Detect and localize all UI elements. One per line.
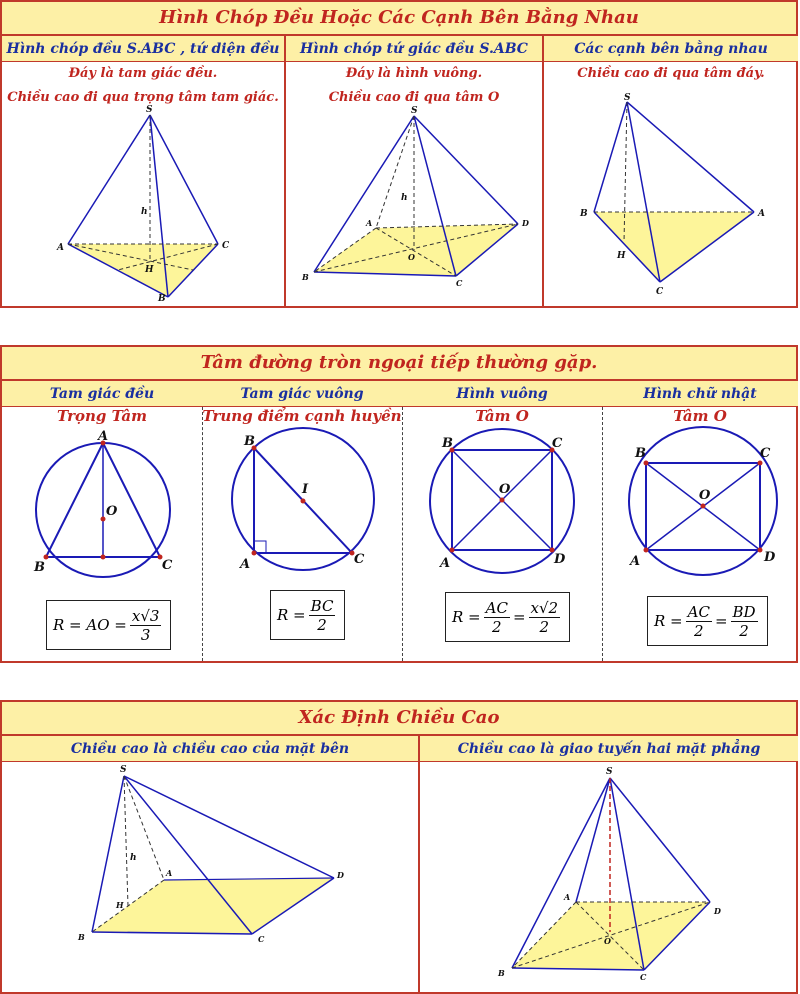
label-S: S — [146, 105, 153, 115]
numerator: x√2 — [530, 598, 559, 617]
label-A: A — [240, 557, 251, 572]
col-header-plane-intersection: Chiều cao là giao tuyến hai mặt phẳng — [420, 736, 798, 762]
col-header-rectangle: Hình chữ nhật — [602, 381, 798, 407]
label-A: A — [98, 429, 109, 444]
label-B: B — [302, 272, 309, 282]
vertex — [644, 548, 649, 553]
numerator: BD — [732, 602, 756, 621]
label-H: H — [617, 251, 626, 261]
denominator: 2 — [492, 617, 502, 636]
formula-square — [445, 592, 570, 642]
fraction — [309, 597, 336, 634]
center-O — [500, 498, 505, 503]
rectangle-circle-figure — [602, 435, 798, 585]
label-S: S — [411, 106, 418, 116]
intersection-pyramid-figure — [420, 764, 798, 994]
vertex — [644, 461, 649, 466]
label-B: B — [34, 560, 45, 575]
fraction — [686, 603, 712, 640]
formula-equilateral — [46, 600, 171, 650]
label-D: D — [337, 870, 344, 880]
section-title: Hình Chóp Đều Hoặc Các Cạnh Bên Bằng Nhau — [2, 2, 796, 36]
fraction — [130, 607, 162, 644]
label-C: C — [552, 436, 563, 451]
label-C: C — [640, 972, 647, 982]
height-line — [124, 776, 128, 906]
label-H: H — [145, 265, 154, 275]
label-h: h — [141, 207, 148, 217]
label-A: A — [57, 243, 64, 253]
label-S: S — [120, 765, 127, 775]
col1-line2: Chiều cao đi qua trọng tâm tam giác. — [7, 90, 279, 105]
label-D: D — [764, 550, 776, 565]
label-O: O — [106, 504, 118, 519]
label-C: C — [760, 446, 771, 461]
label-H: H — [116, 900, 124, 910]
col3-line1: Chiều cao đi qua tâm đáy. — [577, 66, 765, 81]
col-header-right-triangle: Tam giác vuông — [202, 381, 402, 407]
col-header-lateral-face-height: Chiều cao là chiều cao của mặt bên — [2, 736, 418, 762]
numerator: AC — [687, 602, 710, 621]
edge — [576, 778, 610, 902]
right-triangle-circle-figure — [202, 435, 402, 585]
formula-lhs: R = AO = — [53, 616, 127, 634]
label-A: A — [564, 892, 571, 902]
vertex — [252, 551, 257, 556]
label-h: h — [401, 193, 408, 203]
numerator: BC — [310, 596, 334, 615]
vertex — [758, 548, 763, 553]
section-regular-pyramids — [0, 0, 798, 308]
edge — [594, 102, 627, 212]
label-C: C — [354, 552, 365, 567]
hidden-edge — [376, 116, 414, 228]
label-C: C — [162, 558, 173, 573]
center-O — [701, 504, 706, 509]
fraction — [484, 599, 510, 636]
denominator: 3 — [140, 625, 151, 644]
formula-lhs: R = — [452, 608, 481, 626]
edge — [627, 102, 754, 212]
label-O: O — [699, 488, 711, 503]
center-equilateral: Trọng Tâm — [57, 407, 147, 425]
label-B: B — [635, 446, 646, 461]
midpoint — [101, 555, 106, 560]
section-circumcircle-centers — [0, 345, 798, 663]
label-B: B — [244, 434, 255, 449]
col-header-square-pyramid: Hình chóp tứ giác đều S.ABC — [286, 36, 542, 62]
hidden-edge — [124, 776, 164, 880]
fraction — [529, 599, 561, 636]
center-rectangle: Tâm O — [673, 407, 727, 425]
numerator: AC — [485, 598, 508, 617]
square-pyramid-figure — [286, 102, 542, 302]
label-B: B — [78, 932, 85, 942]
square-circle-figure — [402, 435, 602, 585]
label-A: A — [366, 218, 373, 228]
section-height-determination — [0, 700, 798, 994]
section-title: Tâm đường tròn ngoại tiếp thường gặp. — [2, 347, 796, 381]
edge — [68, 115, 150, 244]
lateral-face-pyramid-figure — [2, 764, 418, 994]
col-header-equal-edges: Các cạnh bên bằng nhau — [544, 36, 798, 62]
formula-right-triangle — [270, 590, 345, 640]
denominator: 2 — [694, 621, 704, 640]
section-title: Xác Định Chiều Cao — [2, 702, 796, 736]
denominator: 2 — [739, 621, 749, 640]
equal-edges-pyramid-figure — [544, 93, 798, 302]
label-A: A — [440, 556, 451, 571]
fraction — [731, 603, 758, 640]
equals: = — [714, 612, 728, 630]
label-C: C — [656, 287, 664, 297]
label-S: S — [624, 93, 631, 103]
label-O: O — [499, 482, 511, 497]
label-B: B — [498, 968, 505, 978]
label-I: I — [302, 482, 309, 497]
formula-rectangle — [647, 596, 768, 646]
edge — [414, 116, 518, 224]
label-C: C — [258, 934, 265, 944]
label-O: O — [604, 936, 611, 946]
center-right-triangle: Trung điểm cạnh huyền — [202, 407, 402, 425]
label-B: B — [580, 209, 588, 219]
denominator: 2 — [539, 617, 550, 636]
label-D: D — [554, 552, 566, 567]
base-face — [68, 244, 218, 297]
vertex — [450, 548, 455, 553]
denominator: 2 — [317, 615, 327, 634]
label-D: D — [714, 906, 721, 916]
vertex — [44, 555, 49, 560]
formula-lhs: R = — [654, 612, 683, 630]
label-D: D — [522, 218, 529, 228]
center-O — [101, 517, 106, 522]
label-A: A — [166, 868, 173, 878]
label-B: B — [442, 436, 453, 451]
numerator: x√3 — [131, 606, 160, 625]
label-S: S — [606, 767, 613, 777]
formula-lhs: R = — [277, 606, 306, 624]
label-A: A — [630, 554, 641, 569]
center-I — [301, 499, 306, 504]
label-C: C — [456, 278, 463, 288]
edge — [610, 778, 710, 902]
col-header-triangular-pyramid: Hình chóp đều S.ABC , tứ diện đều — [2, 36, 284, 62]
label-O: O — [408, 252, 415, 262]
label-h: h — [130, 853, 137, 863]
col-header-equilateral: Tam giác đều — [2, 381, 202, 407]
col2-line1: Đáy là hình vuông. — [345, 66, 483, 81]
center-square: Tâm O — [475, 407, 529, 425]
col-header-square: Hình vuông — [402, 381, 602, 407]
equals: = — [512, 608, 526, 626]
col2-line2: Chiều cao đi qua tâm O — [328, 90, 500, 105]
label-B: B — [158, 294, 166, 304]
equilateral-circle-figure — [2, 429, 202, 585]
label-C: C — [222, 241, 230, 251]
vertex — [758, 461, 763, 466]
label-A: A — [758, 209, 765, 219]
triangular-pyramid-figure — [2, 102, 284, 302]
col1-line1: Đáy là tam giác đều. — [68, 66, 218, 81]
edge — [124, 776, 334, 878]
